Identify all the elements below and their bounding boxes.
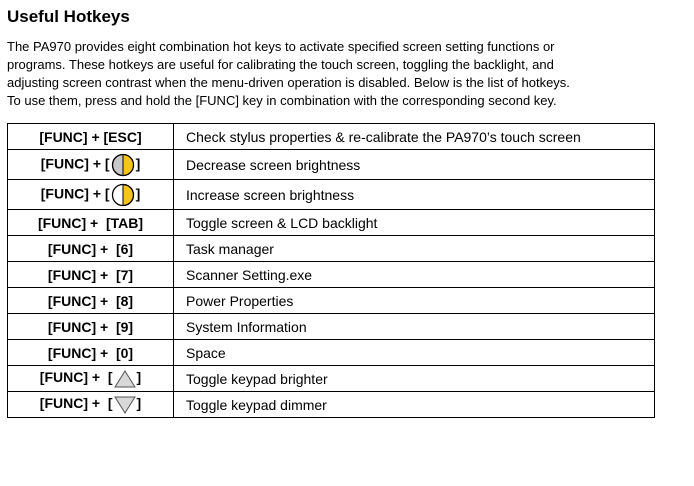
table-row (8, 366, 655, 392)
intro-paragraph (7, 38, 667, 110)
hotkey-cell (8, 262, 174, 288)
hotkey-description: Toggle screen & LCD backlight (174, 210, 655, 236)
hotkey-cell (8, 210, 174, 236)
hotkey-cell (8, 180, 174, 210)
table-row (8, 236, 655, 262)
hotkey-description: Task manager (174, 236, 655, 262)
hotkey-table (7, 123, 655, 418)
hotkey-description: Decrease screen brightness (174, 150, 655, 180)
table-row (8, 180, 655, 210)
hotkey-label: [FUNC] + [ (40, 155, 110, 172)
hotkey-cell (8, 314, 174, 340)
table-row (8, 288, 655, 314)
hotkey-cell (8, 124, 174, 150)
hotkey-label: [FUNC] + [TAB] (37, 214, 144, 231)
hotkey-label: [FUNC] + [7] (47, 266, 134, 283)
intro-line: The PA970 provides eight combination hot keys to activate specified screen setting functions or (7, 39, 555, 54)
hotkey-description: System Information (174, 314, 655, 340)
hotkey-description: Power Properties (174, 288, 655, 314)
hotkey-description: Toggle keypad brighter (174, 366, 655, 392)
table-row (8, 392, 655, 418)
hotkey-cell (8, 288, 174, 314)
hotkey-label-suffix: ] (136, 369, 142, 386)
page-title: Useful Hotkeys (7, 7, 130, 26)
intro-line: To use them, press and hold the [FUNC] key in combination with the corresponding second key. (7, 93, 557, 108)
table-row (8, 314, 655, 340)
hotkey-label: [FUNC] + [0] (47, 344, 134, 361)
table-row (8, 210, 655, 236)
table-row (8, 262, 655, 288)
hotkey-description: Toggle keypad dimmer (174, 392, 655, 418)
hotkey-label: [FUNC] + [6] (47, 240, 134, 257)
table-row (8, 124, 655, 150)
hotkey-cell (8, 150, 174, 180)
triangle-down-icon (114, 396, 136, 414)
hotkey-label-suffix: ] (135, 185, 141, 202)
hotkey-description: Increase screen brightness (174, 180, 655, 210)
hotkey-label: [FUNC] + [ (40, 185, 110, 202)
hotkey-description: Space (174, 340, 655, 366)
hotkey-label: [FUNC] + [9] (47, 318, 134, 335)
hotkey-label-suffix: ] (136, 395, 142, 412)
intro-line: adjusting screen contrast when the menu-driven operation is disabled. Below is the list of hotkeys. (7, 75, 570, 90)
table-row (8, 150, 655, 180)
intro-line: programs. These hotkeys are useful for calibrating the touch screen, toggling the backlight, and (7, 57, 554, 72)
brightness-decrease-icon (111, 153, 135, 177)
hotkey-label: [FUNC] + [8] (47, 292, 134, 309)
hotkey-cell (8, 340, 174, 366)
table-row (8, 340, 655, 366)
hotkey-label: [FUNC] + [ (39, 369, 113, 386)
hotkey-cell (8, 392, 174, 418)
hotkey-description: Scanner Setting.exe (174, 262, 655, 288)
brightness-increase-icon (111, 183, 135, 207)
hotkey-description: Check stylus properties & re-calibrate the PA970’s touch screen (174, 124, 655, 150)
triangle-up-icon (114, 370, 136, 388)
hotkey-label: [FUNC] + [ESC] (39, 128, 142, 145)
hotkey-cell (8, 236, 174, 262)
hotkey-label-suffix: ] (135, 155, 141, 172)
hotkey-label: [FUNC] + [ (39, 395, 113, 412)
hotkey-cell (8, 366, 174, 392)
